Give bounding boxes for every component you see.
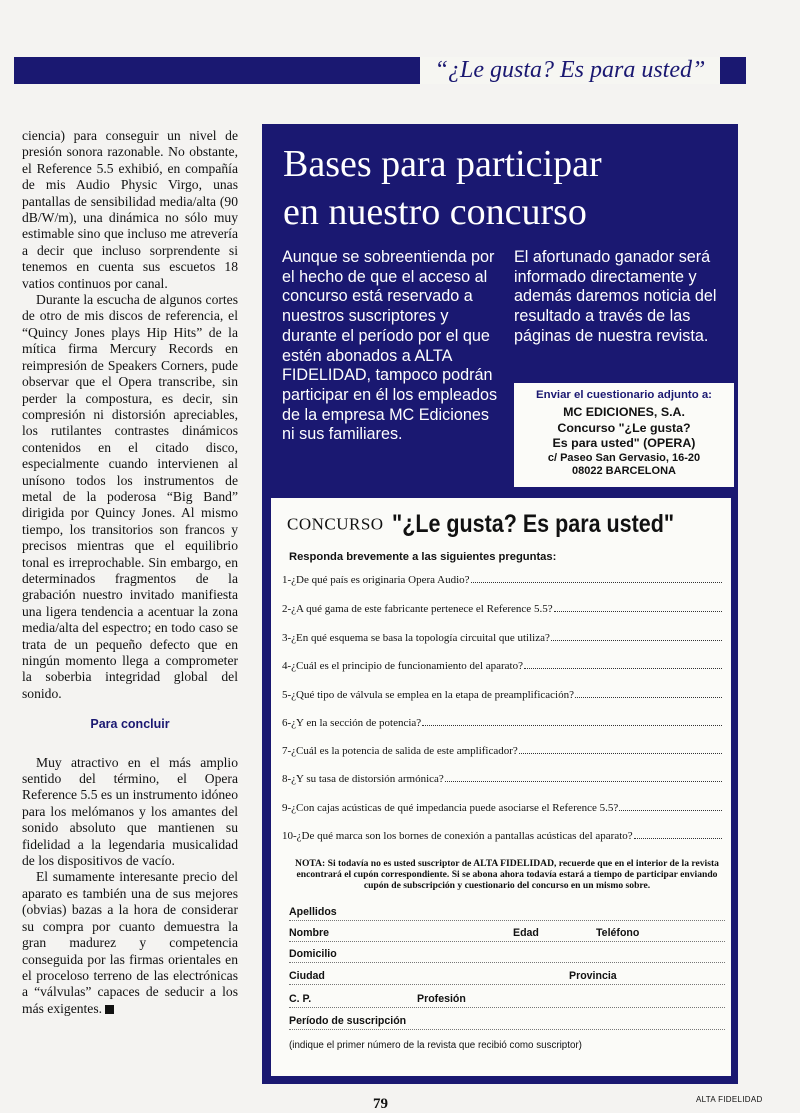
answer-line[interactable]: [634, 838, 722, 839]
periodo-field[interactable]: [289, 1013, 725, 1030]
question-row[interactable]: [282, 601, 722, 615]
address-company: MC EDICIONES, S.A.: [563, 405, 685, 419]
address-intro: Enviar el cuestionario adjunto a:: [536, 389, 712, 401]
page-number: 79: [373, 1096, 388, 1112]
question-row[interactable]: [282, 800, 722, 814]
question-text: ¿De qué país es originaria Opera Audio?: [291, 574, 470, 586]
answer-line[interactable]: [445, 781, 722, 782]
answer-line[interactable]: [524, 668, 722, 669]
question-row[interactable]: [282, 687, 722, 701]
panel-rules-text: Aunque se sobreentienda por el hecho de que el acceso al concurso está reservado a nuestros suscriptores y durante el período por el que estén abonados a ALTA FIDELIDAD, tampoco podrán participar en él los empleados de la empresa MC Ediciones ni sus familiares.: [282, 248, 498, 444]
apellidos-field[interactable]: [289, 904, 725, 921]
domicilio-label: Domicilio: [289, 948, 337, 960]
question-number: 6-: [282, 717, 292, 729]
apellidos-label: Apellidos: [289, 906, 337, 918]
panel-winner-text: El afortunado ganador será informado directamente y además daremos noticia del resultado a través de las páginas de nuestra revista.: [514, 248, 717, 345]
subscription-note: NOTA: Si todavía no es usted suscriptor de ALTA FIDELIDAD, recuerde que en el interior de la revista encontrará el cupón correspondiente. Si se abona ahora todavía estará a tiempo de participar enviando cupón de subscripción y cuestionario del concurso en un mismo sobre.: [295, 858, 719, 892]
panel-title-line: en nuestro concurso: [283, 191, 587, 233]
nombre-label: Nombre: [289, 927, 330, 939]
periodo-label: Período de suscripción: [289, 1015, 407, 1027]
domicilio-field[interactable]: [289, 946, 725, 963]
magazine-name: ALTA FIDELIDAD: [696, 1095, 763, 1104]
address-city: 08022 BARCELONA: [572, 465, 676, 477]
question-number: 1-: [282, 574, 292, 586]
periodo-hint: (indique el primer número de la revista que recibió como suscriptor): [289, 1040, 582, 1051]
question-row[interactable]: [282, 658, 722, 672]
article-paragraph: Durante la escucha de algunos cortes de otro de mis discos de referencia, el “Quincy Jones plays Hip Hits” de la mítica firma Mercury Records en reimpresión de Speakers Corners, pude observar que el Opera transcribe, sin perder la compostura, es decir, sin compresión ni distorsión apreciables, los rutilantes contrastes dinámicos contenidos en el citado disco, especialmente cuando intervienen al unísono todos los instrumentos de metal de la poderosa “Big Band” dirigida por Quincy Jones. Al mismo tiempo, los transitorios son francos y precisos mientras que el equilibrio tonal es irreprochable. Sin embargo, en determinados fragmentos de la grabación nuestro invitado manifiesta una ligera tendencia a acentuar la zona media/alta del espectro; en todo caso se trata de un pequeño defecto que en ningún momento llega a comprometer la soberbia integridad global del sonido.: [22, 292, 238, 701]
profesion-label: Profesión: [417, 993, 466, 1005]
question-row[interactable]: [282, 630, 722, 644]
address-contest-line: Es para usted" (OPERA): [552, 436, 696, 450]
answer-line[interactable]: [422, 725, 722, 726]
question-text: ¿A qué gama de este fabricante pertenece el Reference 5.5?: [291, 603, 553, 615]
answer-line[interactable]: [619, 810, 722, 811]
question-number: 7-: [282, 745, 292, 757]
question-number: 5-: [282, 689, 292, 701]
address-contest-line: Concurso "¿Le gusta?: [557, 421, 691, 435]
form-instructions: Responda brevemente a las siguientes preguntas:: [289, 551, 557, 563]
cp-field[interactable]: [289, 991, 725, 1008]
end-mark-icon: [105, 1005, 114, 1014]
answer-line[interactable]: [471, 582, 722, 583]
question-row[interactable]: [282, 572, 722, 586]
telefono-label: Teléfono: [596, 927, 640, 939]
answer-line[interactable]: [554, 611, 722, 612]
form-title-name: "¿Le gusta? Es para usted": [391, 510, 674, 538]
question-number: 10-: [282, 830, 297, 842]
question-row[interactable]: [282, 743, 722, 757]
question-row[interactable]: [282, 715, 722, 729]
provincia-label: Provincia: [569, 970, 617, 982]
question-number: 9-: [282, 802, 292, 814]
answer-line[interactable]: [551, 640, 722, 641]
question-text: ¿Y su tasa de distorsión armónica?: [291, 773, 444, 785]
question-text: ¿Con cajas acústicas de qué impedancia puede asociarse el Reference 5.5?: [291, 802, 619, 814]
subheading-para-concluir: Para concluir: [90, 717, 170, 732]
article-paragraph: Muy atractivo en el más amplio sentido del término, el Opera Reference 5.5 es un instrumento idóneo para los melómanos y los amantes del sonido absoluto que mantienen su fidelidad a la legendaria musicalidad de los dispositivos de vacío.: [22, 754, 238, 869]
question-text: ¿Qué tipo de válvula se emplea en la etapa de preamplificación?: [291, 689, 574, 701]
article-paragraph: ciencia) para conseguir un nivel de presión sonora razonable. No obstante, el Reference 5.5 exhibió, en compañía de mis Audio Physic Virgo, unas pantallas de sensibilidad media/alta (90 dB/W/m), una dinámica no sólo muy estimable sino que incluso me atrevería a decir que incluso sorprendente si tenemos en cuenta sus escuetos 18 vatios continuos por canal.: [22, 128, 238, 291]
form-title: [287, 510, 720, 539]
nombre-field[interactable]: [289, 925, 725, 942]
ciudad-label: Ciudad: [289, 970, 325, 982]
question-text: ¿De qué marca son los bornes de conexión a pantallas acústicas del aparato?: [296, 830, 633, 842]
answer-line[interactable]: [575, 697, 722, 698]
article-paragraph: El sumamente interesante precio del aparato es también una de sus mejores (obvias) bazas a la hora de considerar su compra por cuanto demuestra la gran madurez y competencia conseguida por las firmas orientales en el proceloso terreno de las electrónicas a “válvulas” capaces de seducir a los más exigentes.: [22, 869, 238, 1016]
answer-line[interactable]: [519, 753, 722, 754]
question-number: 8-: [282, 773, 292, 785]
ciudad-field[interactable]: [289, 968, 725, 985]
question-row[interactable]: [282, 828, 722, 842]
article-column: [22, 128, 238, 1017]
form-title-label: CONCURSO: [287, 514, 384, 534]
question-row[interactable]: [282, 771, 722, 785]
question-number: 3-: [282, 632, 292, 644]
question-text: ¿En qué esquema se basa la topología circuital que utiliza?: [291, 632, 550, 644]
question-text: ¿Cuál es la potencia de salida de este amplificador?: [291, 745, 518, 757]
mailing-address-box: [514, 383, 734, 487]
question-text: ¿Y en la sección de potencia?: [291, 717, 422, 729]
panel-title-line: Bases para participar: [283, 143, 602, 185]
question-number: 2-: [282, 603, 292, 615]
question-text: ¿Cuál es el principio de funcionamiento del aparato?: [291, 660, 523, 672]
edad-label: Edad: [513, 927, 539, 939]
address-street: c/ Paseo San Gervasio, 16-20: [547, 452, 701, 464]
cp-label: C. P.: [289, 993, 312, 1005]
header-title: “¿Le gusta? Es para usted”: [420, 57, 720, 84]
question-number: 4-: [282, 660, 292, 672]
panel-title: [283, 140, 723, 236]
